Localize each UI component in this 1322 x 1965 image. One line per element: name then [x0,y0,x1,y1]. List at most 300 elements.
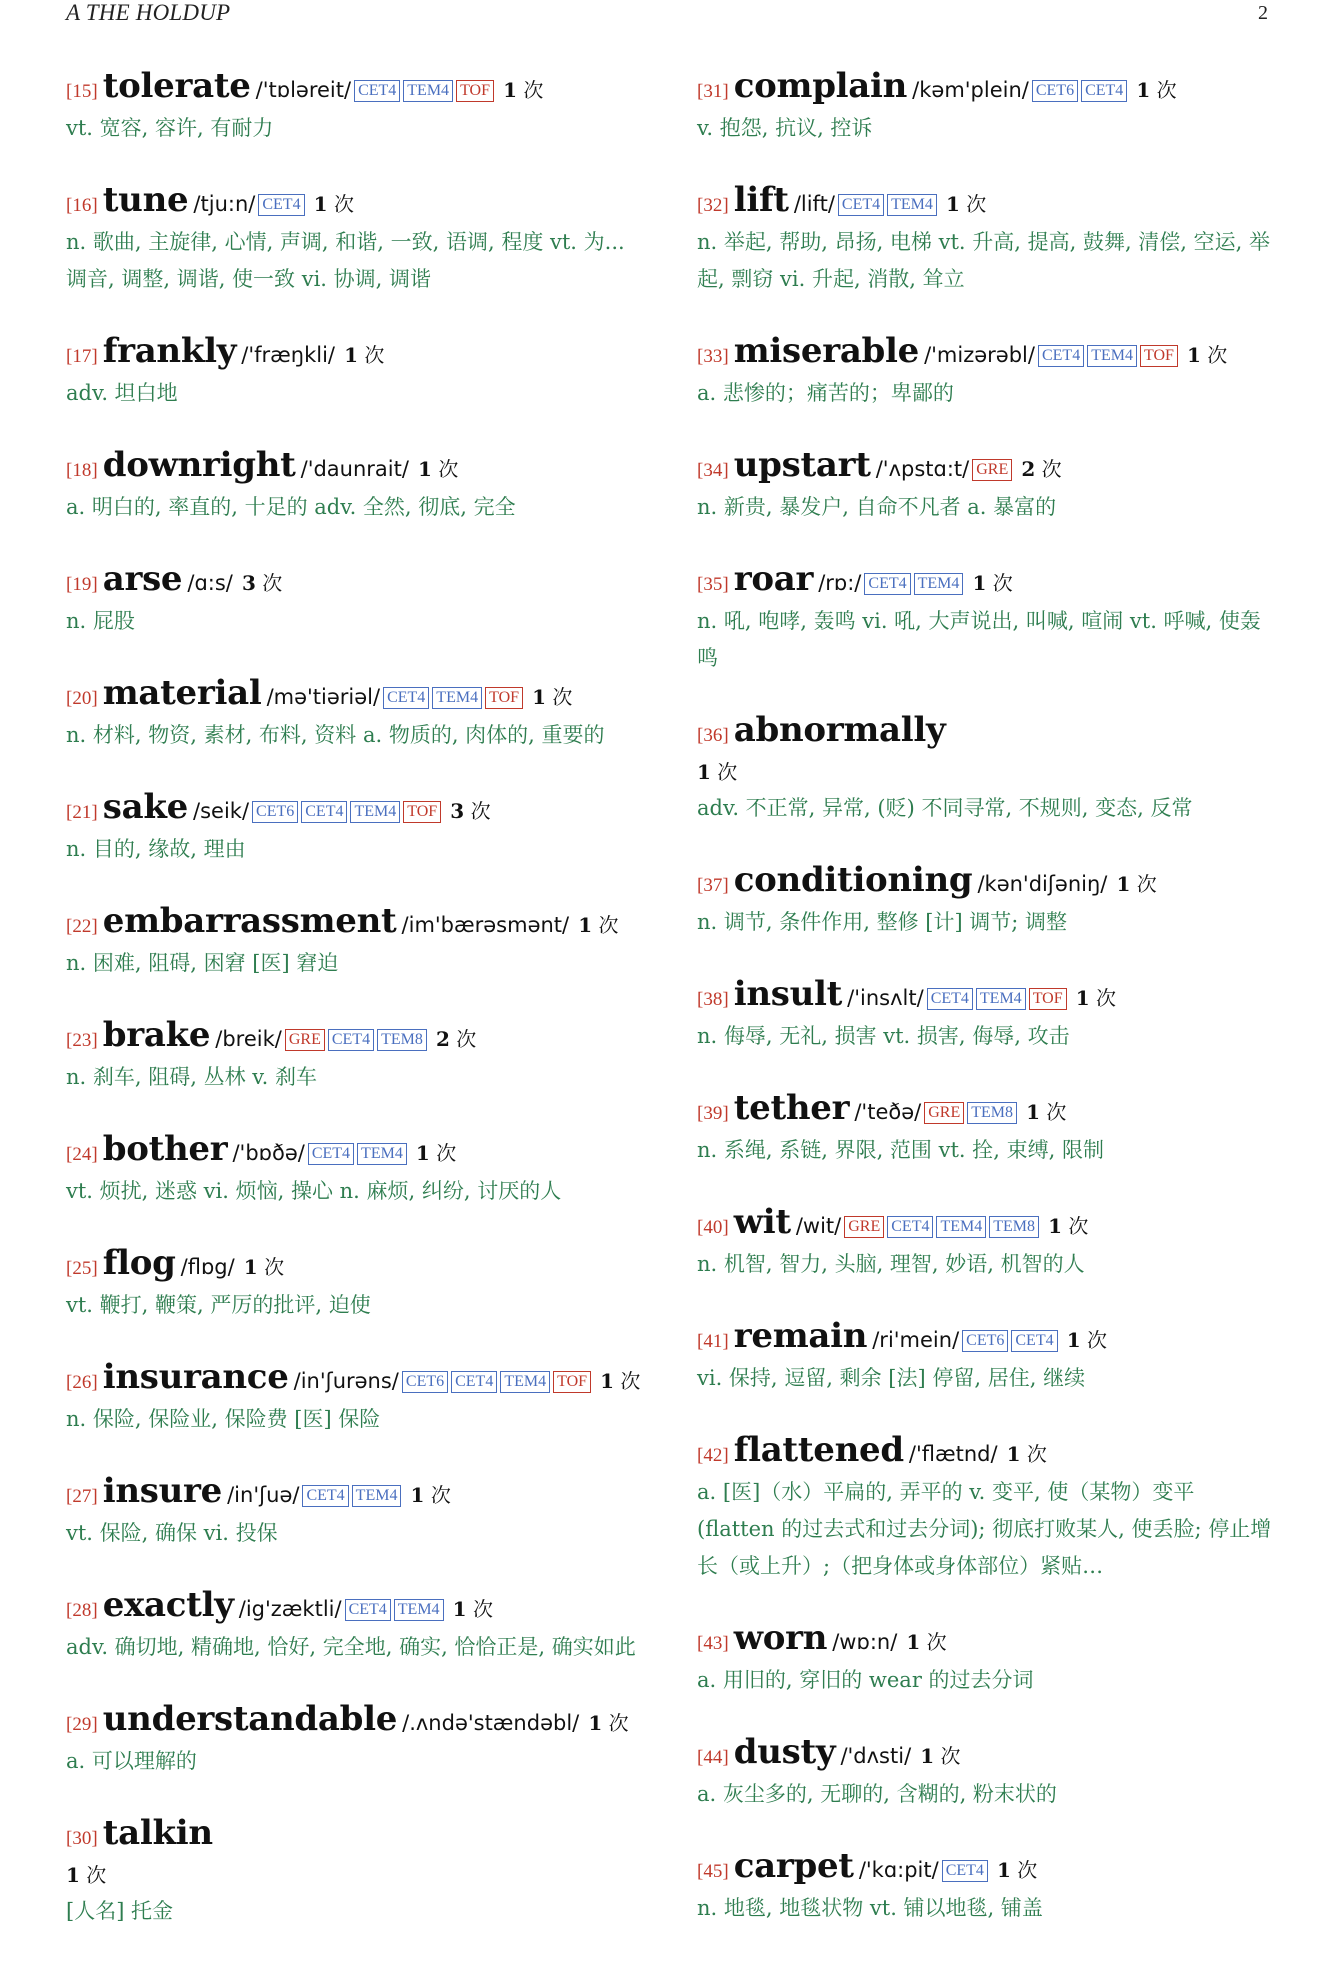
count-number: 1 [410,1483,425,1507]
entry-headline [66,1131,646,1173]
running-header-title: A THE HOLDUP [66,0,231,25]
entry-index: [19] [66,574,98,595]
vocab-entry [66,1017,646,1096]
entry-index: [38] [697,989,729,1010]
entry-headline [66,1359,646,1401]
phonetic: /ri'mein/ [872,1328,960,1352]
vocab-entry [66,1587,646,1666]
occurrence-count [1048,1214,1088,1238]
entry-index: [24] [66,1144,98,1165]
exam-tag: CET6 [402,1371,448,1393]
entry-index: [28] [66,1600,98,1621]
count-unit: 次 [436,1141,457,1165]
vocab-entry [697,333,1277,412]
count-unit: 次 [992,571,1013,595]
vocab-entry [66,675,646,754]
headword: worn [733,1618,828,1658]
count-number: 1 [243,1255,258,1279]
phonetic: /'fræŋkli/ [241,343,335,367]
count-unit: 次 [1086,1328,1107,1352]
exam-tag: CET4 [942,1860,988,1882]
count-unit: 次 [264,1255,285,1279]
phonetic: /im'bærəsmənt/ [401,913,570,937]
definition: vt. 宽容, 容许, 有耐力 [66,116,274,140]
vocab-entry [697,1432,1277,1585]
phonetic: /seik/ [193,799,250,823]
definition: a. 用旧的, 穿旧的 wear 的过去分词 [697,1668,1034,1692]
entry-headline [66,1815,646,1857]
headword: understandable [102,1699,398,1739]
definition: n. 困难, 阻碍, 困窘 [医] 窘迫 [66,951,339,975]
exam-tag: TEM4 [1087,345,1137,367]
exam-tag: TEM4 [352,1485,402,1507]
occurrence-count [416,1141,456,1165]
count-number: 1 [920,1744,935,1768]
entry-headline [66,1473,646,1515]
count-number: 1 [1006,1442,1021,1466]
entry-index: [35] [697,574,729,595]
exam-tag: CET4 [345,1599,391,1621]
headword: insure [102,1471,222,1511]
occurrence-count [436,1027,476,1051]
occurrence-count [418,457,458,481]
headword: talkin [102,1813,213,1853]
phonetic: /kən'diʃəniŋ/ [977,872,1108,896]
count-number: 1 [1066,1328,1081,1352]
count-unit: 次 [456,1027,477,1051]
entry-index: [20] [66,688,98,709]
count-unit: 次 [598,913,619,937]
entry-index: [21] [66,802,98,823]
entry-headline [697,1432,1277,1474]
entry-headline [66,182,646,224]
headword: abnormally [733,710,946,750]
definition: vi. 保持, 逗留, 剩余 [法] 停留, 居住, 继续 [697,1366,1086,1390]
exam-tag: CET4 [383,687,429,709]
count-number: 1 [1136,78,1151,102]
occurrence-count [1136,78,1176,102]
entry-headline [697,1620,1277,1662]
entry-headline [66,1701,646,1743]
count-unit: 次 [1041,457,1062,481]
phonetic: /flɒg/ [180,1255,235,1279]
headword: complain [733,66,908,106]
entry-headline [66,675,646,717]
phonetic: /lift/ [793,192,835,216]
entry-index: [17] [66,346,98,367]
exam-tag: TEM4 [936,1216,986,1238]
vocab-entry [697,862,1277,941]
exam-tag: TEM8 [967,1102,1017,1124]
count-number: 1 [313,192,328,216]
definition: a. [医]（水）平扁的, 弄平的 v. 变平, 使（某物）变平 (flatten 的过去式和过去分词); 彻底打败某人, 使丢脸; 停止增长（或上升）;（把身体或身体部位）紧贴… [697,1480,1272,1578]
definition: n. 侮辱, 无礼, 损害 vt. 损害, 侮辱, 攻击 [697,1024,1070,1048]
vocab-entry [66,1473,646,1552]
entry-headline [697,712,1277,754]
count-number: 1 [532,685,547,709]
phonetic: /'daunrait/ [300,457,409,481]
count-number: 3 [450,799,465,823]
entry-index: [18] [66,460,98,481]
exam-tag: TEM4 [914,573,964,595]
definition: v. 抱怨, 抗议, 控诉 [697,116,873,140]
definition: n. 机智, 智力, 头脑, 理智, 妙语, 机智的人 [697,1252,1085,1276]
vocab-entry [66,561,646,640]
exam-tag: GRE [844,1216,884,1238]
entry-headline [697,182,1277,224]
count-unit: 次 [966,192,987,216]
headword: flattened [733,1430,904,1470]
exam-tag: TOF [1029,988,1067,1010]
count-unit: 次 [552,685,573,709]
exam-tag: TEM4 [403,80,453,102]
count-unit: 次 [472,1597,493,1621]
page-number: 2 [1258,2,1268,24]
occurrence-count [972,571,1012,595]
vocab-entry [697,1204,1277,1283]
entry-index: [27] [66,1486,98,1507]
headword: tether [733,1088,850,1128]
entry-headline [66,447,646,489]
phonetic: /tju:n/ [193,192,256,216]
count-number: 1 [344,343,358,367]
count-unit: 次 [1096,986,1116,1010]
entry-index: [40] [697,1217,729,1238]
entry-index: [37] [697,875,729,896]
count-unit: 次 [926,1630,947,1654]
definition: n. 地毯, 地毯状物 vt. 铺以地毯, 铺盖 [697,1896,1043,1920]
count-unit: 次 [438,457,459,481]
count-number: 1 [578,913,593,937]
count-unit: 次 [430,1483,451,1507]
occurrence-count [946,192,986,216]
definition: n. 目的, 缘故, 理由 [66,837,246,861]
entry-headline [697,1090,1277,1132]
phonetic: /wit/ [795,1214,842,1238]
count-number: 1 [503,78,518,102]
entry-headline [697,1848,1277,1890]
count-number: 1 [66,1863,80,1887]
count-unit: 次 [717,760,738,784]
occurrence-count [411,1483,451,1507]
entry-index: [36] [697,725,729,746]
definition: n. 调节, 条件作用, 整修 [计] 调节; 调整 [697,910,1068,934]
definition: [人名] 托金 [66,1899,174,1923]
count-number: 1 [945,192,960,216]
occurrence-count [1187,343,1227,367]
headword: carpet [733,1846,854,1886]
occurrence-count [453,1597,493,1621]
count-number: 1 [997,1858,1011,1882]
entry-index: [32] [697,195,729,216]
vocab-entry [66,182,646,298]
headword: upstart [733,445,871,485]
occurrence-count [1076,986,1116,1010]
exam-tag: GRE [972,459,1012,481]
count-unit: 次 [1046,1100,1067,1124]
vocab-entry [697,447,1277,526]
headword: exactly [102,1585,234,1625]
definition: adv. 确切地, 精确地, 恰好, 完全地, 确实, 恰恰正是, 确实如此 [66,1635,636,1659]
count-line [697,754,1277,790]
phonetic: /'insʌlt/ [847,986,924,1010]
definition: vt. 鞭打, 鞭策, 严厉的批评, 迫使 [66,1293,371,1317]
occurrence-count [920,1744,960,1768]
entry-headline [66,561,646,603]
vocab-entry [697,182,1277,298]
phonetic: /'dʌsti/ [840,1744,912,1768]
entry-headline [66,1245,646,1287]
entry-index: [29] [66,1714,98,1735]
exam-tag: TEM4 [394,1599,444,1621]
entry-index: [34] [697,460,729,481]
headword: wit [733,1202,791,1242]
count-number: 2 [435,1027,450,1051]
definition: n. 举起, 帮助, 昂扬, 电梯 vt. 升高, 提高, 鼓舞, 清偿, 空运, 举起, 剽窃 vi. 升起, 消散, 耸立 [697,230,1271,291]
count-number: 1 [418,457,432,481]
entry-index: [15] [66,81,98,102]
count-unit: 次 [333,192,354,216]
count-number: 1 [1116,872,1131,896]
entry-headline [697,1204,1277,1246]
exam-tag: TEM4 [887,194,937,216]
occurrence-count [906,1630,946,1654]
exam-tag: CET6 [1032,80,1078,102]
occurrence-count [314,192,354,216]
occurrence-count [450,799,490,823]
entry-index: [44] [697,1747,729,1768]
vocab-entry [66,447,646,526]
vocab-entry [66,1815,646,1930]
exam-tag: CET6 [252,801,298,823]
exam-tag: CET4 [258,194,304,216]
vocab-entry [697,1090,1277,1169]
entry-index: [43] [697,1633,729,1654]
entry-headline [697,68,1277,110]
definition: vt. 烦扰, 迷惑 vi. 烦恼, 操心 n. 麻烦, 纠纷, 讨厌的人 [66,1179,562,1203]
count-number: 1 [415,1141,430,1165]
exam-tag: TOF [456,80,494,102]
exam-tag: TOF [553,1371,591,1393]
exam-tag: TEM4 [357,1143,407,1165]
count-unit: 次 [940,1744,961,1768]
phonetic: /kəm'plein/ [912,78,1029,102]
count-number: 1 [1075,986,1090,1010]
definition: adv. 坦白地 [66,381,178,405]
entry-index: [23] [66,1030,98,1051]
entry-headline [66,789,646,831]
headword: downright [102,445,296,485]
entry-index: [22] [66,916,98,937]
phonetic: /'kɑ:pit/ [858,1858,939,1882]
count-unit: 次 [1207,343,1228,367]
exam-tag: TEM4 [432,687,482,709]
exam-tag: CET4 [328,1029,374,1051]
exam-tag: CET4 [1011,1330,1057,1352]
headword: material [102,673,262,713]
definition: n. 材料, 物资, 素材, 布料, 资料 a. 物质的, 肉体的, 重要的 [66,723,605,747]
headword: insult [733,974,843,1014]
headword: frankly [102,331,237,371]
headword: brake [102,1015,211,1055]
exam-tag: CET4 [1038,345,1084,367]
vocab-entry [66,1359,646,1438]
exam-tag: CET6 [962,1330,1008,1352]
exam-tag: CET4 [887,1216,933,1238]
vocab-entry [697,1848,1277,1927]
occurrence-count [578,913,618,937]
definition: a. 可以理解的 [66,1749,197,1773]
entry-index: [25] [66,1258,98,1279]
vocab-entry [66,1701,646,1780]
occurrence-count [242,571,282,595]
entry-index: [33] [697,346,729,367]
entry-index: [42] [697,1445,729,1466]
headword: flog [102,1243,176,1283]
entry-headline [66,68,646,110]
vocab-entry [697,68,1277,147]
entry-headline [697,862,1277,904]
exam-tag: TOF [403,801,441,823]
exam-tag: CET4 [864,573,910,595]
occurrence-count [997,1858,1037,1882]
entry-index: [45] [697,1861,729,1882]
phonetic: /.ʌndə'stændəbl/ [402,1711,580,1735]
vocab-entry [66,903,646,982]
definition: n. 新贵, 暴发户, 自命不凡者 a. 暴富的 [697,495,1057,519]
count-unit: 次 [1136,872,1157,896]
vocab-entry [66,333,646,412]
entry-headline [66,1587,646,1629]
entry-headline [697,1734,1277,1776]
occurrence-count [697,760,737,784]
count-number: 1 [452,1597,467,1621]
vocab-entry [697,712,1277,827]
definition: n. 保险, 保险业, 保险费 [医] 保险 [66,1407,381,1431]
count-number: 1 [1026,1100,1041,1124]
occurrence-count [66,1863,106,1887]
definition: a. 灰尘多的, 无聊的, 含糊的, 粉末状的 [697,1782,1057,1806]
count-unit: 次 [1026,1442,1047,1466]
headword: tune [102,180,189,220]
count-number: 1 [906,1630,921,1654]
phonetic: /in'ʃurəns/ [293,1369,399,1393]
headword: conditioning [733,860,973,900]
phonetic: /ɑ:s/ [187,571,233,595]
entry-index: [16] [66,195,98,216]
definition: n. 系绳, 系链, 界限, 范围 vt. 拴, 束缚, 限制 [697,1138,1104,1162]
count-number: 1 [600,1369,615,1393]
vocab-entry [66,1131,646,1210]
headword: arse [102,559,183,599]
headword: roar [733,559,814,599]
headword: remain [733,1316,868,1356]
definition: adv. 不正常, 异常, (贬) 不同寻常, 不规则, 变态, 反常 [697,796,1193,820]
exam-tag: CET4 [927,988,973,1010]
count-unit: 次 [1156,78,1177,102]
occurrence-count [244,1255,284,1279]
definition: a. 明白的, 率直的, 十足的 adv. 全然, 彻底, 完全 [66,495,516,519]
count-unit: 次 [1068,1214,1089,1238]
definition: n. 歌曲, 主旋律, 心情, 声调, 和谐, 一致, 语调, 程度 vt. 为... 调音, 调整, 调谐, 使一致 vi. 协调, 调谐 [66,230,625,291]
exam-tag: TEM4 [500,1371,550,1393]
exam-tag: CET4 [354,80,400,102]
entry-headline [66,903,646,945]
count-number: 1 [1187,343,1201,367]
exam-tag: CET4 [1081,80,1127,102]
count-unit: 次 [620,1369,641,1393]
count-number: 1 [697,760,711,784]
phonetic: /ig'zæktli/ [238,1597,342,1621]
exam-tag: CET4 [838,194,884,216]
headword: tolerate [102,66,251,106]
exam-tag: TOF [1140,345,1178,367]
phonetic: /breik/ [215,1027,282,1051]
phonetic: /'tɒləreit/ [255,78,352,102]
phonetic: /in'ʃuə/ [227,1483,300,1507]
phonetic: /mə'tiəriəl/ [266,685,381,709]
entry-headline [697,1318,1277,1360]
exam-tag: CET4 [308,1143,354,1165]
count-unit: 次 [1017,1858,1038,1882]
count-unit: 次 [364,343,385,367]
entry-headline [697,447,1277,489]
entry-headline [66,333,646,375]
definition: a. 悲惨的；痛苦的；卑鄙的 [697,381,954,405]
phonetic: /wɒ:n/ [832,1630,898,1654]
entry-headline [697,561,1277,603]
entry-index: [41] [697,1331,729,1352]
vocab-entry [66,68,646,147]
entry-headline [66,1017,646,1059]
count-number: 1 [1048,1214,1063,1238]
count-number: 1 [588,1711,603,1735]
headword: lift [733,180,789,220]
headword: miserable [733,331,919,371]
exam-tag: CET4 [301,801,347,823]
exam-tag: CET4 [451,1371,497,1393]
occurrence-count [503,78,543,102]
left-column [66,68,646,1965]
exam-tag: TOF [485,687,523,709]
vocab-entry [697,976,1277,1055]
count-unit: 次 [470,799,491,823]
entry-headline [697,333,1277,375]
entry-index: [39] [697,1103,729,1124]
definition: n. 屁股 [66,609,135,633]
headword: insurance [102,1357,289,1397]
occurrence-count [1021,457,1061,481]
phonetic: /rɒ:/ [818,571,862,595]
count-number: 1 [972,571,987,595]
headword: bother [102,1129,228,1169]
entry-index: [26] [66,1372,98,1393]
vocab-entry [697,561,1277,677]
exam-tag: GRE [924,1102,964,1124]
count-unit: 次 [608,1711,629,1735]
definition: vt. 保险, 确保 vi. 投保 [66,1521,278,1545]
occurrence-count [344,343,384,367]
vocab-entry [66,789,646,868]
vocab-entry [697,1620,1277,1699]
occurrence-count [532,685,572,709]
definition: n. 刹车, 阻碍, 丛林 v. 刹车 [66,1065,317,1089]
occurrence-count [1007,1442,1047,1466]
entry-headline [697,976,1277,1018]
vocab-entry [66,1245,646,1324]
vocab-entry [697,1318,1277,1397]
headword: dusty [733,1732,836,1772]
